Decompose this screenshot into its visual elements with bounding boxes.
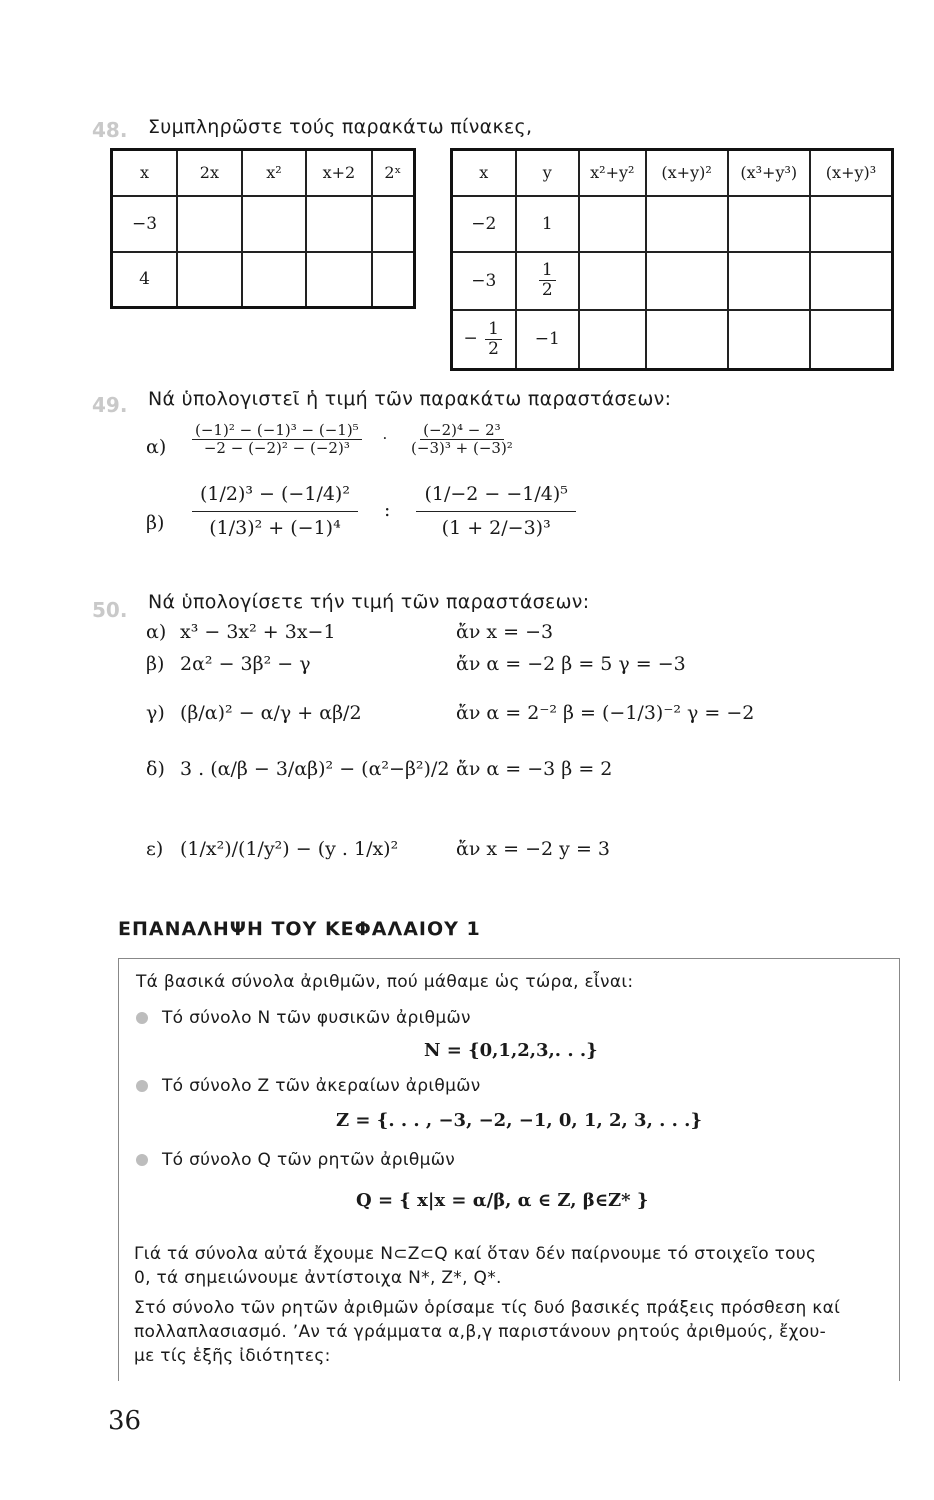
set-q-definition: Q = { x|x = α/β, α ∈ Z, β∈Z* } <box>356 1190 649 1211</box>
exercise-49b-expression: $\frac{\text{(1/2)³ − (−1/4)²}}{\text{(1/3)² + (−1)⁴}}$ : $\frac{\text{(1/−2 − −1/4)⁵}}{\text{(1 + 2/−3)³}}$ <box>190 478 578 545</box>
exercise-50b-label: β) <box>146 653 165 675</box>
exercise-50d-expression: 3 . (α/β − 3/αβ)² − (α²−β²)/2 <box>180 758 450 780</box>
exercise-50e-condition: ἄν x = −2 y = 3 <box>456 838 611 860</box>
set-n-description: Τό σύνολο N τῶν φυσικῶν ἀριθμῶν <box>136 1006 471 1030</box>
set-q-description: Τό σύνολο Q τῶν ρητῶν ἀριθμῶν <box>136 1148 455 1172</box>
review-paragraph-1: Γιά τά σύνολα αὐτά ἔχουμε N⊂Z⊂Q καί ὅταν δέν παίρνουμε τό στοιχεῖο τους 0, τά σημειώνουμε ἀντίστοιχα N*, Z*, Q*. <box>134 1244 817 1288</box>
fraction: $\frac{1}{2}$ <box>539 261 556 299</box>
page-number: 36 <box>108 1406 142 1436</box>
table-2-cell <box>810 252 893 310</box>
exercise-50c-condition: ἄν α = 2⁻² β = (−1/3)⁻² γ = −2 <box>456 702 755 724</box>
table-1-header: 2x <box>177 150 242 196</box>
table-1-cell <box>177 252 242 308</box>
table-2-cell <box>579 252 646 310</box>
table-2 <box>450 148 894 371</box>
exercise-49a-expression: $\frac{\text{(−1)² − (−1)³ − (−1)⁵}}{\text{−2 − (−2)² − (−2)³}}$ · $\frac{\text{(−2)⁴ − 2³}}{\text{(−3)³ + (−3)²}}$ <box>190 422 518 456</box>
table-2-cell <box>646 310 728 370</box>
table-2-cell: 1 <box>516 196 580 252</box>
exercise-49-instruction: Νά ὑπολογιστεῖ ἡ τιμή τῶν παρακάτω παραστάσεων: <box>148 388 672 410</box>
exercise-50e-label: ε) <box>146 838 164 860</box>
exercise-50a-expression: x³ − 3x² + 3x−1 <box>180 621 336 643</box>
table-2-header: (x+y)² <box>646 150 728 196</box>
fraction: $\frac{\text{(1/2)³ − (−1/4)²}}{\text{(1/3)² + (−1)⁴}}$ <box>192 478 358 545</box>
exercise-50a-condition: ἄν x = −3 <box>456 621 554 643</box>
exercise-50e-expression: (1/x²)/(1/y²) − (y . 1/x)² <box>180 838 399 860</box>
bullet-icon <box>136 1080 148 1092</box>
fraction: $\frac{1}{2}$ <box>485 320 502 358</box>
review-paragraph-2: Στό σύνολο τῶν ρητῶν ἀριθμῶν ὁρίσαμε τίς δυό βασικές πράξεις πρόσθεση καί πολλαπλασιασμό. ʼΑν τά γράμματα α,β,γ παριστάνουν ρητούς ἀριθμούς, ἔχου- με τίς ἑξῆς ἰδιότητες: <box>134 1298 841 1366</box>
exercise-48-number: 48. <box>92 118 128 142</box>
table-2-cell: −3 <box>452 252 516 310</box>
table-1-cell <box>242 252 306 308</box>
table-1-header: x² <box>242 150 306 196</box>
table-2-cell <box>810 310 893 370</box>
table-2-cell <box>810 196 893 252</box>
set-z-description: Τό σύνολο Z τῶν ἀκεραίων ἀριθμῶν <box>136 1074 481 1098</box>
exercise-50b-expression: 2α² − 3β² − γ <box>180 653 311 675</box>
table-2-cell <box>646 196 728 252</box>
table-2-header: (x³+y³) <box>728 150 810 196</box>
exercise-50d-label: δ) <box>146 758 165 780</box>
table-2-cell <box>728 310 810 370</box>
exercise-50-instruction: Νά ὑπολογίσετε τήν τιμή τῶν παραστάσεων: <box>148 591 590 613</box>
table-1-cell <box>372 196 415 252</box>
table-1-header: 2ˣ <box>372 150 415 196</box>
exercise-50d-condition: ἄν α = −3 β = 2 <box>456 758 613 780</box>
table-2-header: x <box>452 150 516 196</box>
exercise-50-number: 50. <box>92 598 128 622</box>
exercise-48-instruction: Συμπληρῶστε τούς παρακάτω πίνακες, <box>148 116 533 138</box>
table-1-cell: 4 <box>112 252 178 308</box>
exercise-50c-label: γ) <box>146 702 165 724</box>
fraction: $\frac{\text{(−1)² − (−1)³ − (−1)⁵}}{\text{−2 − (−2)² − (−2)³}}$ <box>192 422 362 456</box>
table-2-cell <box>728 196 810 252</box>
table-1-cell: −3 <box>112 196 178 252</box>
review-intro: Τά βασικά σύνολα ἀριθμῶν, πού μάθαμε ὡς τώρα, εἶναι: <box>136 972 634 992</box>
set-z-definition: Z = {. . . , −3, −2, −1, 0, 1, 2, 3, . . .} <box>336 1110 703 1131</box>
bullet-icon <box>136 1012 148 1024</box>
exercise-50b-condition: ἄν α = −2 β = 5 γ = −3 <box>456 653 686 675</box>
table-2-cell <box>579 196 646 252</box>
table-1-cell <box>306 196 372 252</box>
table-2-cell <box>516 252 580 310</box>
table-1-cell <box>306 252 372 308</box>
table-2-cell: −1 <box>516 310 580 370</box>
table-2-cell: − $\frac{1}{2}$ <box>452 310 516 370</box>
bullet-icon <box>136 1154 148 1166</box>
table-1-header: x <box>112 150 178 196</box>
exercise-49a-label: α) <box>146 436 167 458</box>
exercise-50c-expression: (β/α)² − α/γ + αβ/2 <box>180 702 362 724</box>
exercise-50a-label: α) <box>146 621 167 643</box>
table-1-cell <box>242 196 306 252</box>
review-title: ΕΠΑΝΑΛΗΨΗ ΤΟΥ ΚΕΦΑΛΑΙΟΥ 1 <box>118 918 481 940</box>
table-1 <box>110 148 416 309</box>
table-1-cell <box>372 252 415 308</box>
exercise-49b-label: β) <box>146 512 165 534</box>
table-2-cell <box>579 310 646 370</box>
table-2-cell: −2 <box>452 196 516 252</box>
table-2-cell <box>646 252 728 310</box>
table-2-header: y <box>516 150 580 196</box>
fraction: $\frac{\text{(−2)⁴ − 2³}}{\text{(−3)³ + (−3)²}}$ <box>411 421 513 457</box>
exercise-49-number: 49. <box>92 393 128 417</box>
table-1-header: x+2 <box>306 150 372 196</box>
fraction: $\frac{\text{(1/−2 − −1/4)⁵}}{\text{(1 + 2/−3)³}}$ <box>416 478 575 545</box>
table-2-header: (x+y)³ <box>810 150 893 196</box>
table-2-header: x²+y² <box>579 150 646 196</box>
table-1-cell <box>177 196 242 252</box>
table-2-cell <box>728 252 810 310</box>
set-n-definition: N = {0,1,2,3,. . .} <box>424 1040 598 1061</box>
